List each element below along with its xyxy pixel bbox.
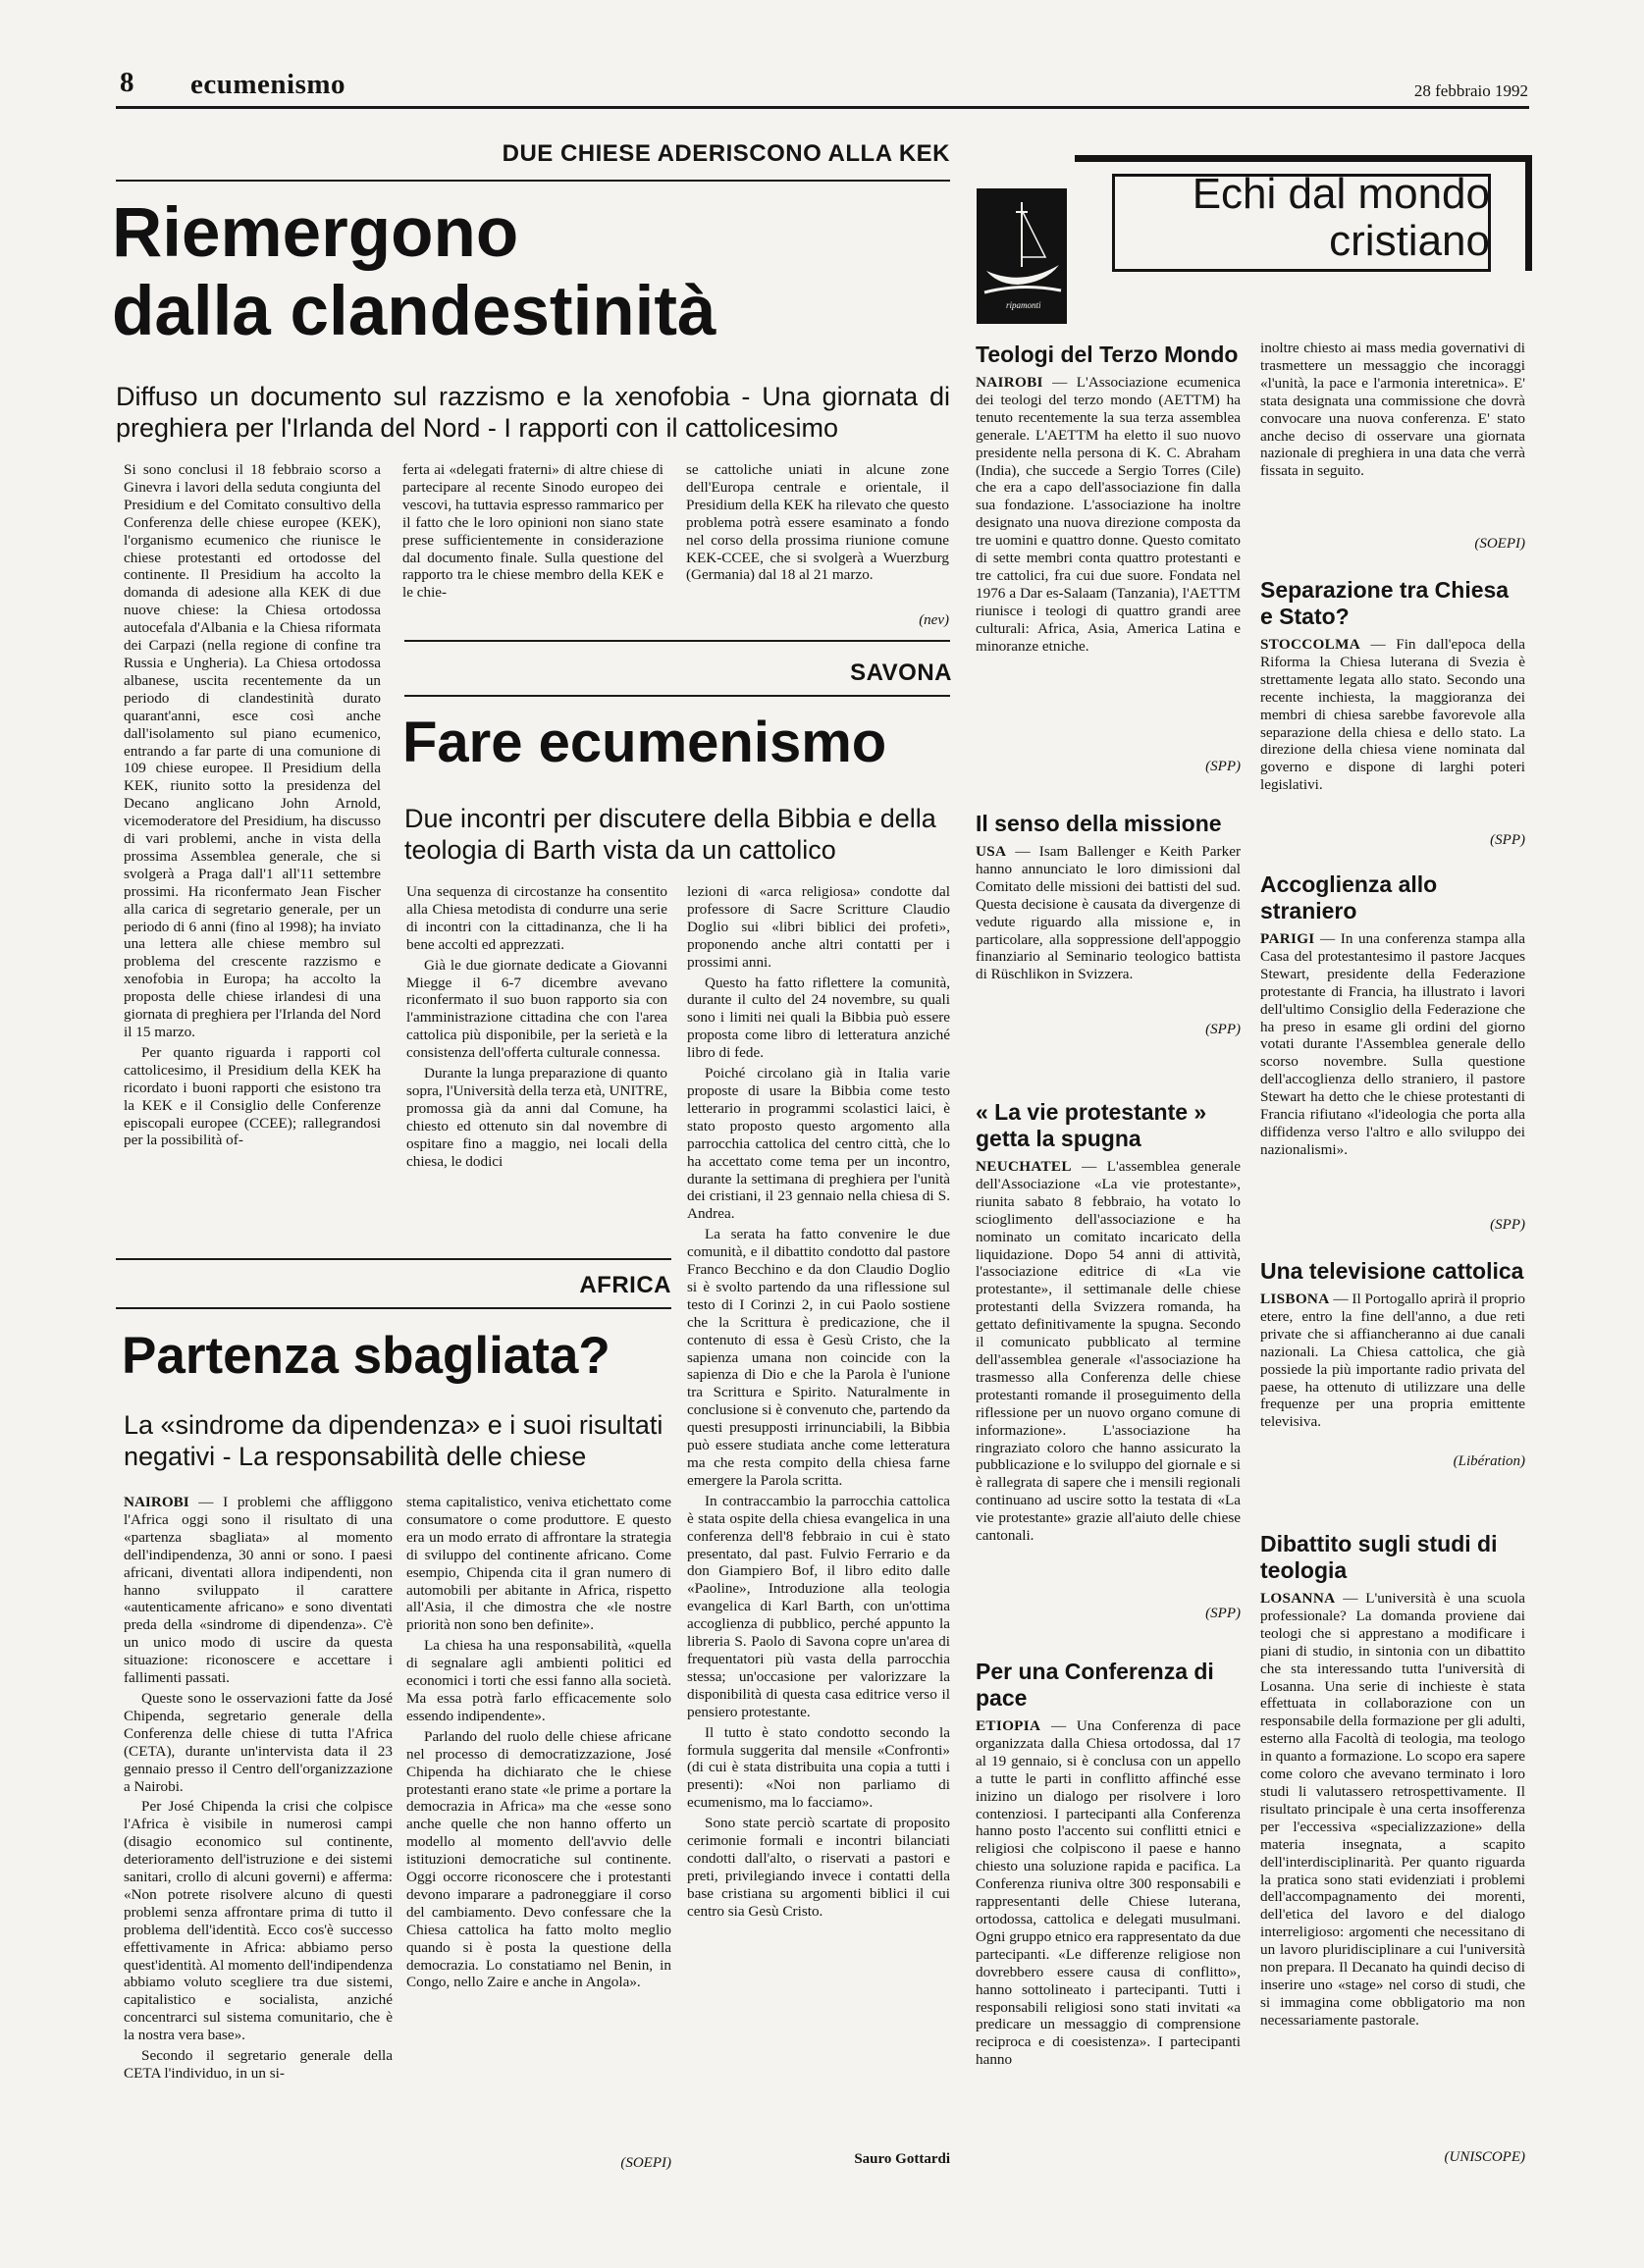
sidebar-dateline: ETIOPIA: [976, 1717, 1041, 1734]
article1-col1-p2: Per quanto riguarda i rapporti col cattolicesimo, il Presidium della KEK ha ricordato i buoni rapporti che esistono tra la KEK e il Consiglio delle Conferenze episcopali europee (CCEE); rallegrandosi per la possibilità of-: [124, 1043, 381, 1149]
article3-deck: La «sindrome da dipendenza» e i suoi risultati negativi - La responsabilità delle chiese: [124, 1410, 663, 1471]
sidebar-item-teologi: [976, 342, 1241, 781]
sidebar-item-pace-continued: [1260, 340, 1525, 554]
article3-kicker-rule: [116, 1307, 671, 1309]
sidebar-item-separazione: [1260, 577, 1525, 856]
page-number: 8: [120, 67, 134, 98]
article3-col2-p2: La chiesa ha una responsabilità, «quella di segnalare agli ambienti politici ed economici i torti che essi fanno alla società. Ma essa potrà farlo efficacemente solo essendo indipendente».: [406, 1637, 671, 1724]
article1-col2-p1: ferta ai «delegati fraterni» di altre chiese di partecipare al recente Sinodo europeo dei vescovi, ha tuttavia espresso rammarico per il fatto che le loro opinioni non siano state prese sufficientemente in considerazione dal documento finale. Sulla questione del rapporto tra le chiese membro della KEK e le chie-: [402, 461, 663, 602]
logo-signature: ripamonti: [1006, 300, 1041, 310]
article2-col2-p1: lezioni di «arca religiosa» condotte dal professore di Sacre Scritture Claudio Doglio sui «libri biblici dei profeti», proponendo anche altri contatti per i prossimi anni.: [687, 883, 950, 971]
sidebar-item-body: NEUCHATEL — L'assemblea generale dell'Associazione «La vie protestante», riunita sabato 8 febbraio, ha votato lo scioglimento dell'associazione e ha nominato un comitato incaricato della liquidazione. Dopo 54 anni di attività, l'associazione editrice di «La vie protestante», il settimanale delle chiese protestanti della Svizzera romanda, ha gettato definitivamente la spugna. Secondo il comunicato pubblicato al termine dell'assemblea generale «l'associazione ha trasmesso alla Conferenza delle chiese protestanti romande il proseguimento della riflessione per un nuovo organo comune di informazione». L'associazione ha ringraziato coloro che hanno assicurato la pubblicazione e lo sviluppo del giornale e si è rallegrata di sapere che i mensili regionali continuano ad uscire sotto la testata di «La vie protestante» grazie all'aiuto delle chiese cantonali. (SPP): [976, 1158, 1241, 1622]
article2-kicker-rule: [404, 695, 950, 697]
article3-col1-text: I problemi che affliggono l'Africa oggi sono il risultato di una «partenza sbagliata» al momento dell'indipendenza, 30 anni or sono. I paesi africani, diventati allora indipendenti, non hanno sviluppato il carattere «autenticamente africano» e sono diventati preda della «sindrome di dipendenza». C'è un unico modo di uscire da questa situazione: riconoscere e accettare i fallimenti passati.: [124, 1494, 393, 1687]
sidebar-item-body: STOCCOLMA — Fin dall'epoca della Riforma la Chiesa luterana di Svezia è strettamente legata allo stato. Secondo una recente inchiesta, la maggioranza dei membri di chiesa sarebbe favorevole alla separazione della chiesa e dello stato. La direzione della chiesa viene nominata dal governo e dispone di larghi poteri legislativi. (SPP): [1260, 636, 1525, 849]
sidebar-dateline: NEUCHATEL: [976, 1158, 1072, 1175]
sidebar-item-vie-protestante: [976, 1099, 1241, 1629]
sidebar-logo: [977, 188, 1067, 324]
article1-kicker: DUE CHIESE ADERISCONO ALLA KEK: [502, 140, 950, 167]
sidebar-item-signature: (SPP): [1490, 832, 1525, 849]
sidebar-item-title: Per una Conferenza di pace: [976, 1659, 1214, 1711]
article2-col2-p3: Poiché circolano già in Italia varie proposte di usare la Bibbia come testo letterario in programmi scolastici laici, è stato proposto questo argomento alla parrocchia cattolica del centro città, che lo ha accettato come tema per un incontro, durante la settimana di preghiera per l'unità dei cristiani, il 23 gennaio nella chiesa di S. Andrea.: [687, 1065, 950, 1223]
article2-col2-p6: Il tutto è stato condotto secondo la formula suggerita dal mensile «Confronti» (di cui è stata distribuita una copia a tutti i presenti): «Noi non parliamo di ecumenismo, ma lo facciamo».: [687, 1723, 950, 1812]
sidebar-item-televisione: [1260, 1258, 1525, 1503]
article3-column1: [124, 1494, 393, 2173]
sidebar-item-body: PARIGI — In una conferenza stampa alla Casa del protestantesimo il pastore Jacques Stewart, presidente della Federazione protestante di Francia, ha illustrato i lavori dell'ultimo Consiglio della Federazione che ha preso in esame gli ordini del giorno votati durante l'Assemblea generale dello scorso novembre. Sulla questione dell'accoglienza dello straniero, il pastore Stewart ha detto che le chiese protestanti di Francia rifiutano «l'ideologia che porta alla diffidenza verso l'altro e allo sviluppo dei nazionalismi». (SPP): [1260, 930, 1525, 1234]
sidebar-dateline: NAIROBI: [976, 374, 1043, 391]
sidebar-item-title: Dibattito sugli studi di teologia: [1260, 1531, 1498, 1583]
sidebar-item-text: Fin dall'epoca della Riforma la Chiesa luterana di Svezia è strettamente legata allo stato. Secondo una recente inchiesta, la maggioranza dei membri di chiesa sarebbe favorevole alla separazione della chiesa e dello stato. La direzione della chiesa viene nominata dal governo e dispone di larghi poteri legislativi.: [1260, 636, 1525, 794]
sidebar-item-text: L'assemblea generale dell'Associazione «La vie protestante», riunita sabato 8 febbraio, ha votato lo scioglimento dell'associazione e ha nominato un comitato incaricato della liquidazione. Dopo 54 anni di attività, l'associazione editrice di «La vie protestante», il settimanale delle chiese protestanti della Svizzera romanda, ha gettato definitivamente la spugna. Secondo il comunicato pubblicato al termine dell'assemblea generale «l'associazione ha trasmesso alla Conferenza delle chiese protestanti romande il proseguimento della riflessione per un nuovo organo comune di informazione». L'associazione ha ringraziato coloro che hanno assicurato la pubblicazione e lo sviluppo del giornale e si è rallegrata di sapere che i mensili regionali continuano ad uscire sotto la testata di «La vie protestante» grazie all'aiuto delle chiese cantonali.: [976, 1158, 1241, 1545]
sidebar-dateline: PARIGI: [1260, 930, 1315, 947]
article2-col1-p3: Durante la lunga preparazione di quanto sopra, l'Università della terza età, UNITRE, promossa già da anni dal Comune, ha chiesto ed ottenuto sin dal novembre di ospitare fino a maggio, nei locali della chiesa, le dodici: [406, 1065, 667, 1170]
sidebar-item-text: Il Portogallo aprirà il proprio etere, entro la fine dell'anno, a due reti private che si affiancheranno ai due canali nazionali. La Chiesa cattolica, che già possiede la più importante radio privata del paese, ha ottenuto di utilizzare una delle frequenze per una propria emittente televisiva.: [1260, 1291, 1525, 1431]
article3-col2-p3: Parlando del ruolo delle chiese africane nel processo di democratizzazione, José Chipenda ha dichiarato che le chiese protestanti erano state «le prime a portare la democrazia in Africa» ma che «esse sono anche quelle che non hanno offerto un modello al momento dell'avvio delle istituzioni democratiche sul continente. Oggi occorre riconoscere che i protestanti devono imparare a padroneggiare il corso del cambiamento. Devo confessare che la Chiesa cattolica ha fatto molto meglio quando si è posta la questione della democrazia. Lo constatiamo nel Benin, in Congo, nello Zaire e anche in Angola».: [406, 1727, 671, 1991]
sidebar-banner-line1: Echi dal mondo: [1192, 170, 1490, 218]
sidebar-banner-line2: cristiano: [1329, 217, 1490, 265]
article3-col1-p4: Secondo il segretario generale della CETA l'individuo, in un si-: [124, 2047, 393, 2082]
article2-column2: [687, 883, 950, 2169]
article3-top-rule: [116, 1258, 671, 1260]
article1-deck: Diffuso un documento sul razzismo e la xenofobia - Una giornata di preghiera per l'Irlanda del Nord - I rapporti con il cattolicesimo: [116, 382, 950, 443]
article1-signature: (nev): [919, 612, 949, 629]
sidebar-item-title: Accoglienza allo straniero: [1260, 871, 1438, 923]
sidebar-item-signature: (UNISCOPE): [1444, 2149, 1525, 2166]
sidebar-item-text: Isam Ballenger e Keith Parker hanno annunciato le loro dimissioni dal Comitato delle missioni dei battisti del sud. Questa decisione è causata da divergenze di vedute riguardo alla missione e, in particolare, alla soppressione dell'appoggio finanziario al Seminario teologico battista di Rüschlikon in Svizzera.: [976, 843, 1241, 983]
sidebar-item-text: L'Associazione ecumenica dei teologi del terzo mondo (AETTM) ha tenuto recentemente la sua terza assemblea generale. L'AETTM ha eletto il suo nuovo presidente nella persona di K. C. Abraham (India), che succede a Sergio Torres (Cile) che era a capo dell'associazione fin dalla sua fondazione. L'associazione ha inoltre designato una nuova direzione composta da tre uomini e quattro donne. Questo comitato di sette membri conta quattro protestanti e tre cattolici, fra cui due suore. Fondata nel 1976 a Dar es-Salaam (Tanzania), l'AETTM riunisce i teologi di quattro grandi aree culturali: Africa, Asia, America Latina e minoranze etniche.: [976, 374, 1241, 655]
article3-kicker: AFRICA: [579, 1272, 671, 1298]
sidebar-item-dibattito: [1260, 1531, 1525, 2173]
sidebar-item-text: In una conferenza stampa alla Casa del protestantesimo il pastore Jacques Stewart, presidente della Federazione protestante di Francia, ha illustrato i lavori dell'ultimo Consiglio della Federazione che ha preso in esame gli ordini del giorno votati durante l'Assemblea generale dello scorso novembre. Sulla questione dell'accoglienza dello straniero, il pastore Stewart ha detto che le chiese protestanti di Francia rifiutano «l'ideologia che porta alla diffidenza verso l'altro e allo sviluppo dei nazionalismi».: [1260, 930, 1525, 1158]
sidebar-item-text: Una Conferenza di pace organizzata dalla Chiesa ortodossa, dal 17 al 19 gennaio, si è conclusa con un appello a tutte le parti in conflitto affinché esse inizino un dialogo per risolvere i loro contenziosi. I partecipanti alla Conferenza hanno posto l'accento sui conflitti etnici e religiosi che colpiscono il paese e hanno chiesto una soluzione rapida e pacifica. La Conferenza riuniva oltre 300 responsabili e rappresentanti delle Chiese luterana, ortodossa, cattolica e delegati musulmani. Ogni gruppo etnico era rappresentato da due partecipanti. «Le differenze religiose non dovrebbero essere causa di conflitto», hanno sottolineato i partecipanti. Tutti i responsabili religiosi sono stati invitati «a predicare un messaggio di comprensione reciproca e di coesistenza». I partecipanti hanno: [976, 1717, 1241, 2069]
sidebar-item-title: Teologi del Terzo Mondo: [976, 342, 1239, 367]
sidebar-item-text: inoltre chiesto ai mass media governativi di trasmettere un messaggio che incoraggi «l'unità, la pace e l'armonia interetnica». E' stata designata una commissione che dovrà convocare una nuova conferenza. E' stato anche deciso di osservare una giornata nazionale di preghiera in una data che verrà fissata in seguito.: [1260, 340, 1525, 480]
article1-column1: [124, 461, 381, 1225]
sidebar-item-body: ETIOPIA — Una Conferenza di pace organizzata dalla Chiesa ortodossa, dal 17 al 19 gennaio, si è conclusa con un appello a tutte le parti in conflitto affinché esse inizino un dialogo per risolvere i loro contenziosi. I partecipanti alla Conferenza hanno posto l'accento sui conflitti etnici e religiosi che colpiscono il paese e hanno chiesto una soluzione rapida e pacifica. La Conferenza riuniva oltre 300 responsabili e rappresentanti delle Chiese luterana, ortodossa, cattolica e delegati musulmani. Ogni gruppo etnico era rappresentato da due partecipanti. «Le differenze religiose non dovrebbero essere causa di conflitto», hanno sottolineato i partecipanti. Tutti i responsabili religiosi sono stati invitati «a predicare un messaggio di comprensione reciproca e di coesistenza». I partecipanti hanno: [976, 1717, 1241, 2069]
sidebar-item-signature: (SPP): [1490, 1217, 1525, 1234]
sidebar-item-accoglienza: [1260, 871, 1525, 1240]
sidebar-item-signature: (SPP): [1205, 759, 1241, 775]
article3-col1-p3: Per José Chipenda la crisi che colpisce l'Africa è visibile in numerosi campi (disagio economico sul continente, deterioramento dell'istruzione e dei sistemi sanitari, crollo di alcuni governi) e afferma: «Non potrete risolvere alcuno di questi problemi senza affrontare prima di tutto il problema dell'identità. Ecco cos'è successo effettivamente in Africa: abbiamo perso quest'identità. Al momento dell'indipendenza abbiamo voluto scegliere tra due sistemi, capitalistico e socialista, anziché concentrarci sul sistema comunitario, che è la nostra vera base».: [124, 1798, 393, 2044]
article2-kicker: SAVONA: [850, 659, 952, 686]
article2-col1-p1: Una sequenza di circostanze ha consentito alla Chiesa metodista di condurre una serie di incontri con la cittadinanza, che li ha bene accolti ed apprezzati.: [406, 883, 667, 953]
article1-title-line1: Riemergono: [112, 194, 519, 272]
masthead-rule: [116, 106, 1529, 109]
sidebar-item-title: Separazione tra Chiesa e Stato?: [1260, 577, 1510, 629]
sidebar-item-pace: [976, 1659, 1241, 2173]
article1-title: [112, 194, 956, 351]
sidebar-item-signature: (Libération): [1453, 1453, 1525, 1470]
sidebar-item-title: Il senso della missione: [976, 811, 1222, 836]
article1-title-line2: dalla clandestinità: [112, 273, 716, 350]
sidebar-dateline: LOSANNA: [1260, 1590, 1336, 1607]
article1-column3: [686, 461, 949, 630]
article2-signature: Sauro Gottardi: [854, 2151, 950, 2168]
sidebar-item-title: Una televisione cattolica: [1260, 1258, 1524, 1284]
article3-col1-p2: Queste sono le osservazioni fatte da José Chipenda, segretario generale della Conferenza delle chiese di tutta l'Africa (CETA), durante un'intervista data il 23 gennaio presso il Centro dell'organizzazione a Nairobi.: [124, 1689, 393, 1795]
sidebar-item-body: LISBONA — Il Portogallo aprirà il proprio etere, entro la fine dell'anno, a due reti private che si affiancheranno ai due canali nazionali. La Chiesa cattolica, che già possiede la più importante radio privata del paese, ha ottenuto di utilizzare una delle frequenze per una propria emittente televisiva. (Libération): [1260, 1291, 1525, 1470]
section-title: ecumenismo: [190, 69, 346, 100]
article2-col2-p4: La serata ha fatto convenire le due comunità, e il dibattito condotto dal pastore Franco Becchino e da don Claudio Doglio si è svolto partendo da una riflessione sul testo di I Corinzi 2, in cui Paolo sostiene che la Scrittura è predicazione, che il contenuto di essa è Gesù Cristo, che la sapienza umana non coincide con la sapienza di Dio e che la Parola è l'unione tra Scrittura e Spirito. Naturalmente in conclusione si è convenuto che, partendo da questi presupposti irrinunciabili, la Bibbia può essere studiata anche come letteratura ma che resta compito della chiesa farne emergere la Parola scritta.: [687, 1226, 950, 1489]
sidebar-item-body: LOSANNA — L'università è una scuola professionale? La domanda proviene dai teologi che si apprestano a modificare i piani di studio, in sintonia con un dibattito che sta interessando tutta l'università di Losanna. Una serie di inchieste è stata effettuata in collaborazione con un responsabile della formazione per gli adulti, esterno alla Facoltà di teologia, ma teologo in quanto a formazione. Lo scopo era sapere come coloro che avevano terminato i loro studi li valutassero retrospettivamente. Il risultato principale è una certa insofferenza per l'eccessiva «specializzazione» della materia insegnata, a scapito dell'interdisciplinarità. Per quanto riguarda la pratica sono stati evidenziati i problemi dell'accompagnamento dei morenti, dell'etica del lavoro e del dialogo interreligioso: argomenti che necessitano di un lavoro pluridisciplinare a cui l'università non prepara. Il Decanato ha quindi deciso di inserire uno «stage» nel corso di studi, che si immagina come obbligatorio ma non necessariamente pastorale. (UNISCOPE): [1260, 1590, 1525, 2166]
sidebar-item-missione: [976, 811, 1241, 1072]
sidebar-banner: [1075, 155, 1532, 271]
article3-col1-p1: NAIROBI — I problemi che affliggono l'Africa oggi sono il risultato di una «partenza sbagliata» al momento dell'indipendenza, 30 anni or sono. I paesi africani, diventati allora indipendenti, non hanno sviluppato il carattere «autenticamente africano» e sono diventati preda della «sindrome di dipendenza». C'è un unico modo di uscire da questa situazione: riconoscere e accettare i fallimenti passati.: [124, 1494, 393, 1687]
article2-col2-p7: Sono state perciò scartate di proposito cerimonie formali e incontri bilanciati condotti dall'alto, o riservati a pastori e preti, privilegiando invece i contatti della base cristiana su argomenti biblici il cui centro sia Gesù Cristo.: [687, 1815, 950, 1920]
article1-col3-p1: se cattoliche uniati in alcune zone dell'Europa centrale e orientale, il Presidium della KEK ha rilevato che questo problema potrà essere esaminato a fondo nel corso della prossima riunione comune KEK-CCEE, che si svolgerà a Wuerzburg (Germania) dal 18 al 21 marzo.: [686, 461, 949, 584]
article1-top-rule: [116, 180, 950, 182]
article2-column1: [406, 883, 667, 1229]
sidebar-item-signature: (SPP): [1205, 1606, 1241, 1622]
article3-column2: [406, 1494, 671, 2173]
article2-col2-p5: In contraccambio la parrocchia cattolica è stata ospite della chiesa evangelica in una conferenza dell'8 febbraio in cui è stato presentato, dal past. Fulvio Ferrario e da don Giampiero Bof, il libro edito dalle «Paoline», Introduzione alla teologia evangelica di Karl Barth, con un'ottima accoglienza di pubblico, perché appunto la libreria S. Paolo di Savona copre un'area di frequentatori più vasta della parrocchia stessa; un'occasione per valorizzare la disponibilità di questa casa editrice verso il pensiero protestante.: [687, 1492, 950, 1720]
article2-top-rule: [404, 640, 950, 642]
article2-col2-p2: Questo ha fatto riflettere la comunità, durante il culto del 24 novembre, su quali sono i limiti nei quali la Bibbia può essere proposta come libro di letteratura anziché libro di fede.: [687, 974, 950, 1062]
sidebar-dateline: LISBONA: [1260, 1291, 1330, 1307]
sidebar-item-text: L'università è una scuola professionale? La domanda proviene dai teologi che si apprestano a modificare i piani di studio, in sintonia con un dibattito che sta interessando tutta l'università di Losanna. Una serie di inchieste è stata effettuata in collaborazione con un responsabile della formazione per gli adulti, esterno alla Facoltà di teologia, ma teologo in quanto a formazione. Lo scopo era sapere come coloro che avevano terminato i loro studi li valutassero retrospettivamente. Il risultato principale è una certa insofferenza per l'eccessiva «specializzazione» della materia insegnata, a scapito dell'interdisciplinarità. Per quanto riguarda la pratica sono stati evidenziati i problemi dell'accompagnamento dei morenti, dell'etica del lavoro e del dialogo interreligioso: argomenti che necessitano di un lavoro pluridisciplinare a cui l'università non prepara. Il Decanato ha quindi deciso di inserire uno «stage» nel corso di studi, che si immagina come obbligatorio ma non necessariamente pastorale.: [1260, 1590, 1525, 2029]
sidebar-item-body: [1260, 340, 1525, 554]
sidebar-item-body: USA — Isam Ballenger e Keith Parker hanno annunciato le loro dimissioni dal Comitato delle missioni dei battisti del sud. Questa decisione è causata da divergenze di vedute riguardo alla missione e, in particolare, alla soppressione dell'appoggio finanziario al Seminario teologico battista di Rüschlikon in Svizzera. (SPP): [976, 843, 1241, 1038]
article2-col1-p2: Già le due giornate dedicate a Giovanni Miegge il 6-7 dicembre avevano riconfermato il suo buon rapporto sia con l'amministrazione cittadina che con l'area cattolica più disponibile, per la serietà e la consistenza dell'offerta culturale connessa.: [406, 956, 667, 1062]
sidebar-item-signature: (SPP): [1205, 1022, 1241, 1038]
issue-date: 28 febbraio 1992: [1413, 81, 1528, 100]
article1-column2: [402, 461, 663, 630]
article3-col2-p1: stema capitalistico, veniva etichettato come consumatore o come produttore. E questo era un modo errato di affrontare la strategia di sviluppo del continente africano. Come esempio, Chipenda cita il gran numero di automobili per abitante in Africa, rispetto all'Asia, il che dimostra che «le nostre priorità non sono ben definite».: [406, 1494, 671, 1634]
article3-title: Partenza sbagliata?: [122, 1327, 610, 1385]
article2-deck: Due incontri per discutere della Bibbia e della teologia di Barth vista da un cattolico: [404, 804, 936, 865]
sidebar-dateline: USA: [976, 843, 1007, 860]
article3-signature: (SOEPI): [620, 2155, 671, 2172]
article2-title: Fare ecumenismo: [402, 711, 887, 774]
sidebar-dateline: STOCCOLMA: [1260, 636, 1360, 653]
article3-dateline: NAIROBI: [124, 1494, 189, 1510]
sidebar-item-title: « La vie protestante » getta la spugna: [976, 1099, 1207, 1151]
sidebar-item-body: NAIROBI — L'Associazione ecumenica dei teologi del terzo mondo (AETTM) ha tenuto recentemente la sua terza assemblea generale. L'AETTM ha eletto il suo nuovo presidente nella persona di K. C. Abraham (India), che succede a Sergio Torres (Cile) che era a capo dell'associazione fin dalla sua fondazione. L'associazione ha inoltre designato una nuova direzione composta da tre uomini e quattro donne. Questo comitato di sette membri conta quattro protestanti e tre cattolici, fra cui due suore. Fondata nel 1976 a Dar es-Salaam (Tanzania), l'AETTM riunisce i teologi di quattro grandi aree culturali: Africa, Asia, America Latina e minoranze etniche. (SPP): [976, 374, 1241, 775]
sidebar-item-signature: (SOEPI): [1474, 536, 1525, 553]
article1-col1-p1: Si sono conclusi il 18 febbraio scorso a Ginevra i lavori della seduta congiunta del Presidium e del Comitato consultivo della Conferenza delle chiese europee (KEK), l'organismo ecumenico che riunisce le chiese protestanti ed ortodosse del continente. Il Presidium ha accolto la domanda di adesione alla KEK di due nuove chiese: la Chiesa ortodossa autocefala d'Albania e la Chiesa riformata dei Carpazi (nella regione di confine tra Russia e Ungheria). La Chiesa ortodossa albanese, uscita recentemente da un periodo di clandestinità durato quarant'anni, esce così anche dall'isolamento sul piano ecumenico, entrando a far parte di una comunione di 109 chiese europee. Il Presidium della KEK, riunito sotto la presidenza del Decano anglicano John Arnold, vicemoderatore del Presidium, ha discusso di vari problemi, anche in vista della prossima Assemblea generale, che si svolgerà a Praga dall'1 all'11 settembre prossimi. Ha riconfermato Jean Fischer alla carica di segretario generale, per un periodo di 6 anni (fino al 1998); ha inviato una lettera alle chiese membro sul problema del crescente razzismo e xenofobia in Europa; ha accolto la proposta delle chiese irlandesi di una giornata di preghiera per l'Irlanda del Nord il 15 marzo.: [124, 461, 381, 1040]
